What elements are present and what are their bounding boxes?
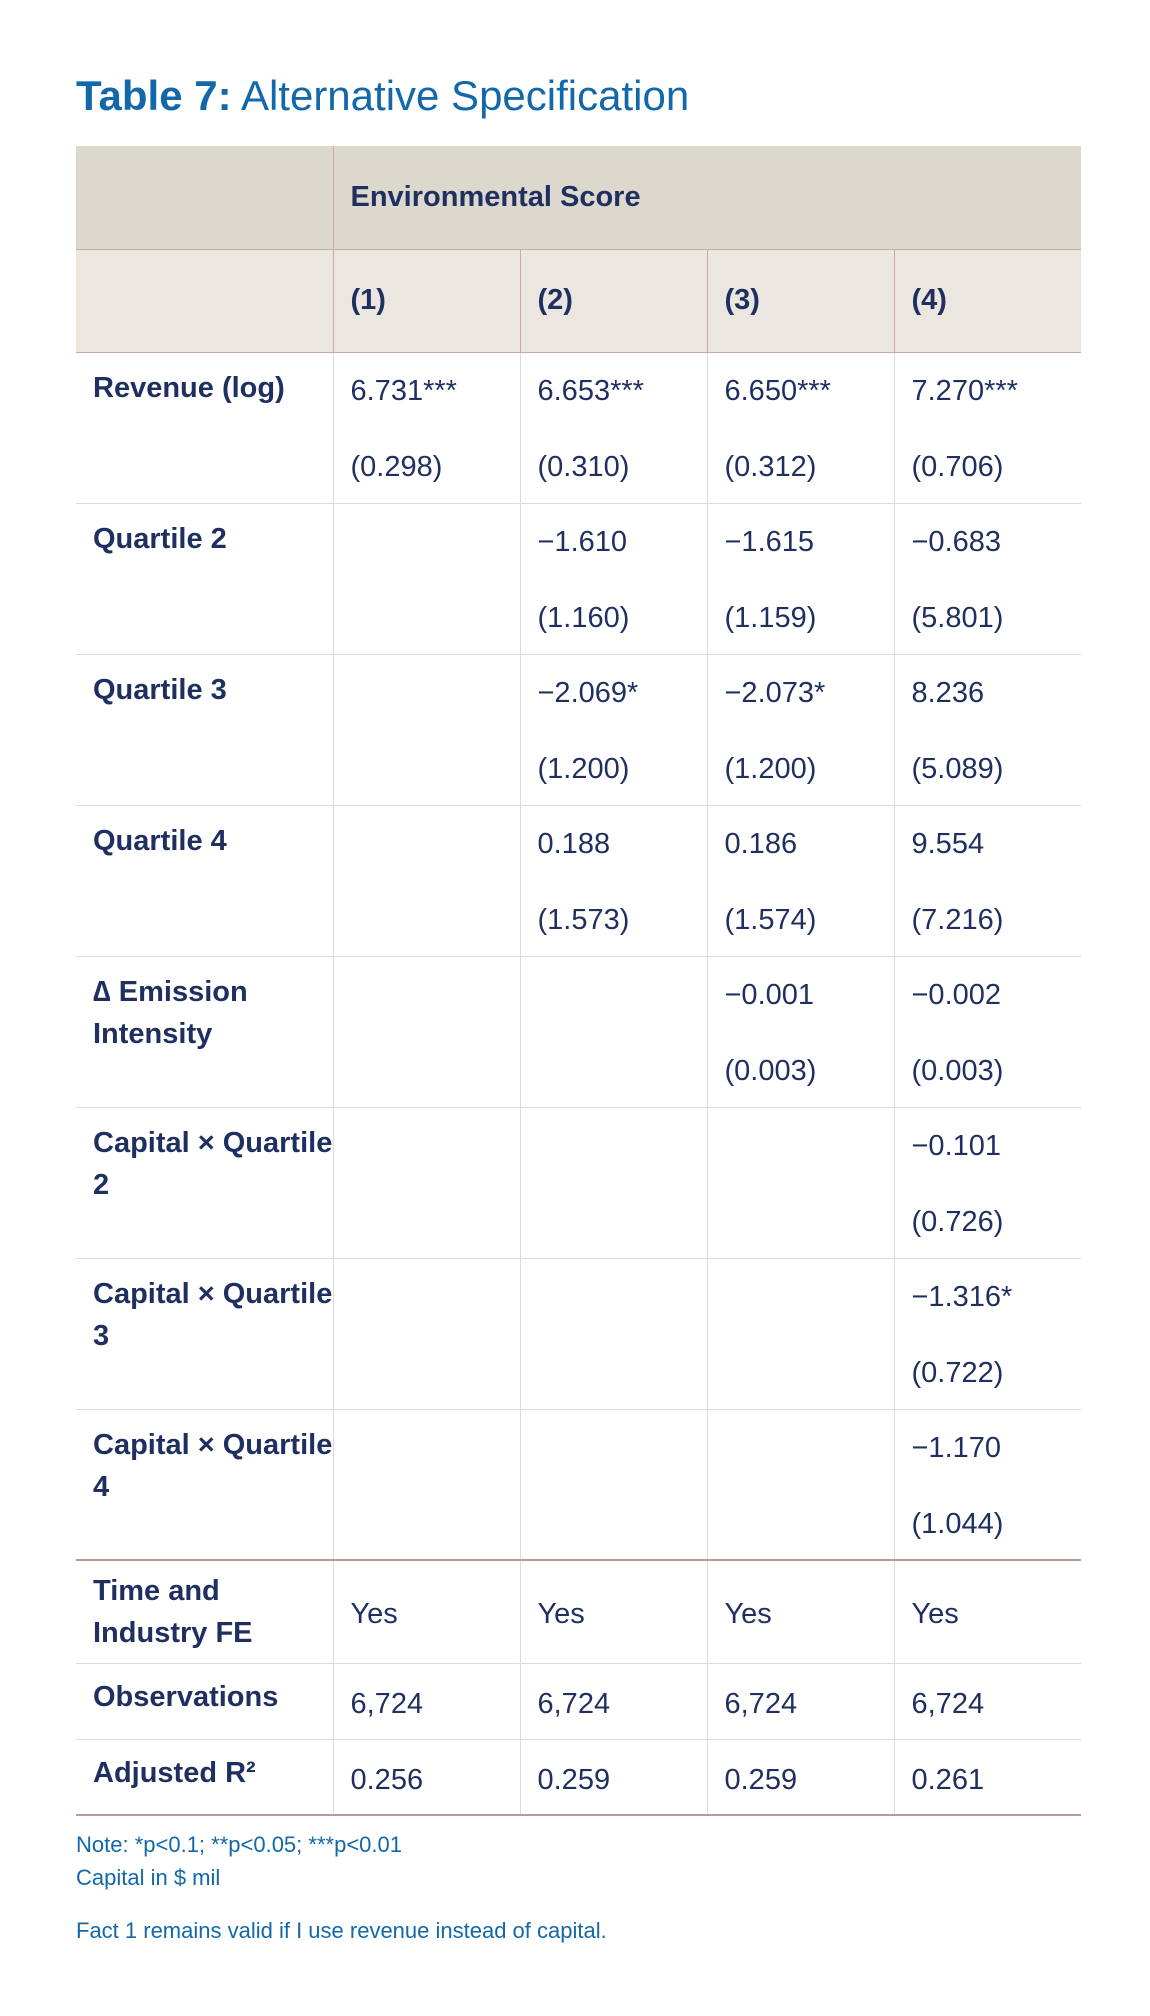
estimate: −2.073* [724,676,826,709]
standard-error: (1.573) [537,903,630,936]
estimate: 6.650*** [724,374,831,407]
coefficient-cell [520,654,707,805]
estimate [351,977,520,1015]
coefficient-cell [520,956,707,1107]
adjusted-r2-row [76,1739,1081,1815]
coefficient-cell [707,805,894,956]
estimate [351,524,520,562]
table-number: Table 7: [76,72,232,119]
estimate: −2.069* [537,676,639,709]
estimate [538,1279,707,1317]
stat-cell: 6,724 [520,1663,707,1739]
estimate [725,1430,894,1468]
stat-cell: 0.261 [894,1739,1081,1815]
standard-error [351,600,520,638]
estimate [351,675,520,713]
row-label: ∆ Emission Intensity [76,956,333,1107]
estimate [538,977,707,1015]
row-label: Observations [76,1663,333,1739]
coefficient-cell [333,352,520,503]
table-row [76,352,1081,503]
coefficient-cell [707,1107,894,1258]
estimate: −1.170 [911,1431,1002,1464]
estimate: 6.731*** [350,374,457,407]
coefficient-cell [333,1258,520,1409]
standard-error: (0.706) [911,450,1004,483]
standard-error: (0.722) [911,1356,1004,1389]
estimate: 7.270*** [911,374,1018,407]
coefficient-cell [707,956,894,1107]
estimate [538,1128,707,1166]
standard-error [725,1204,894,1242]
coefficient-cell [520,1258,707,1409]
table-row [76,503,1081,654]
coefficient-cell [520,1107,707,1258]
coefficient-cell [894,1258,1081,1409]
standard-error: (1.200) [724,752,817,785]
dependent-variable-header: Environmental Score [333,146,1081,249]
standard-error: (5.089) [911,752,1004,785]
coefficient-cell [520,352,707,503]
regression-table [76,146,1081,1816]
estimate: 0.188 [537,827,611,860]
row-label: Quartile 4 [76,805,333,956]
table-row [76,956,1081,1107]
estimate: 0.186 [724,827,798,860]
estimate [538,1430,707,1468]
coefficient-cell [520,1409,707,1560]
standard-error [538,1355,707,1393]
table-row [76,654,1081,805]
estimate: 8.236 [911,676,985,709]
table-row [76,1409,1081,1560]
stub-header [76,146,333,249]
stat-cell: Yes [707,1560,894,1663]
row-label: Revenue (log) [76,352,333,503]
standard-error: (0.298) [350,450,443,483]
coefficient-cell [520,805,707,956]
standard-error [538,1204,707,1242]
observations-row [76,1663,1081,1739]
estimate: −0.002 [911,978,1002,1011]
row-label: Capital × Quartile 3 [76,1258,333,1409]
coefficient-cell [707,352,894,503]
row-label: Adjusted R² [76,1739,333,1815]
column-header-1: (1) [333,249,520,352]
standard-error: (1.160) [537,601,630,634]
standard-error [538,1506,707,1544]
stat-cell: 0.259 [520,1739,707,1815]
coefficient-cell [333,1107,520,1258]
coefficient-cell [707,1258,894,1409]
coefficient-cell [707,1409,894,1560]
standard-error [351,1506,520,1544]
column-number-row [76,249,1081,352]
estimate [725,1279,894,1317]
coefficient-cell [894,1107,1081,1258]
column-header-4: (4) [894,249,1081,352]
standard-error: (0.312) [724,450,817,483]
estimate: −1.610 [537,525,628,558]
standard-error: (5.801) [911,601,1004,634]
stat-cell: Yes [333,1560,520,1663]
group-header-row [76,146,1081,249]
column-header-3: (3) [707,249,894,352]
stat-cell: 6,724 [707,1663,894,1739]
standard-error [351,1204,520,1242]
stat-cell: 0.256 [333,1739,520,1815]
coefficient-cell [707,503,894,654]
estimate [351,1128,520,1166]
estimate [351,1279,520,1317]
estimate: 6.653*** [537,374,644,407]
estimate: −0.001 [724,978,815,1011]
remark-note: Fact 1 remains valid if I use revenue instead of capital. [76,1918,607,1943]
row-label: Quartile 3 [76,654,333,805]
table-notes [76,1828,607,1947]
coefficient-cell [333,805,520,956]
standard-error [351,751,520,789]
estimate [725,1128,894,1166]
standard-error: (7.216) [911,903,1004,936]
standard-error [351,1053,520,1091]
row-label: Quartile 2 [76,503,333,654]
table-title [76,66,689,126]
row-label: Time and Industry FE [76,1560,333,1663]
standard-error: (1.159) [724,601,817,634]
standard-error [725,1355,894,1393]
estimate: −1.615 [724,525,815,558]
estimate [351,1430,520,1468]
stat-cell: 6,724 [333,1663,520,1739]
table-caption: Alternative Specification [240,72,690,119]
row-label: Capital × Quartile 4 [76,1409,333,1560]
coefficient-cell [894,805,1081,956]
coefficient-cell [520,503,707,654]
fixed-effects-row [76,1560,1081,1663]
coefficient-cell [707,654,894,805]
coefficient-cell [894,1409,1081,1560]
standard-error: (1.574) [724,903,817,936]
table-row [76,805,1081,956]
standard-error [538,1053,707,1091]
stat-cell: Yes [894,1560,1081,1663]
standard-error [351,1355,520,1393]
standard-error: (0.310) [537,450,630,483]
estimate: −0.101 [911,1129,1002,1162]
standard-error: (0.003) [911,1054,1004,1087]
standard-error [725,1506,894,1544]
coefficient-cell [333,956,520,1107]
column-header-2: (2) [520,249,707,352]
standard-error: (1.200) [537,752,630,785]
table-row [76,1107,1081,1258]
standard-error: (0.726) [911,1205,1004,1238]
standard-error [351,902,520,940]
table-row [76,1258,1081,1409]
stat-cell: 6,724 [894,1663,1081,1739]
coefficient-cell [894,352,1081,503]
standard-error: (1.044) [911,1507,1004,1540]
coefficient-cell [333,1409,520,1560]
coefficient-cell [894,956,1081,1107]
standard-error: (0.003) [724,1054,817,1087]
coefficient-cell [894,654,1081,805]
estimate: −1.316* [911,1280,1013,1313]
stat-cell: Yes [520,1560,707,1663]
coefficient-cell [894,503,1081,654]
coefficient-cell [333,654,520,805]
estimate: −0.683 [911,525,1002,558]
estimate [351,826,520,864]
significance-note: Note: *p<0.1; **p<0.05; ***p<0.01 [76,1832,402,1857]
stub-header-2 [76,249,333,352]
stat-cell: 0.259 [707,1739,894,1815]
coefficient-cell [333,503,520,654]
units-note: Capital in $ mil [76,1865,221,1890]
row-label: Capital × Quartile 2 [76,1107,333,1258]
estimate: 9.554 [911,827,985,860]
